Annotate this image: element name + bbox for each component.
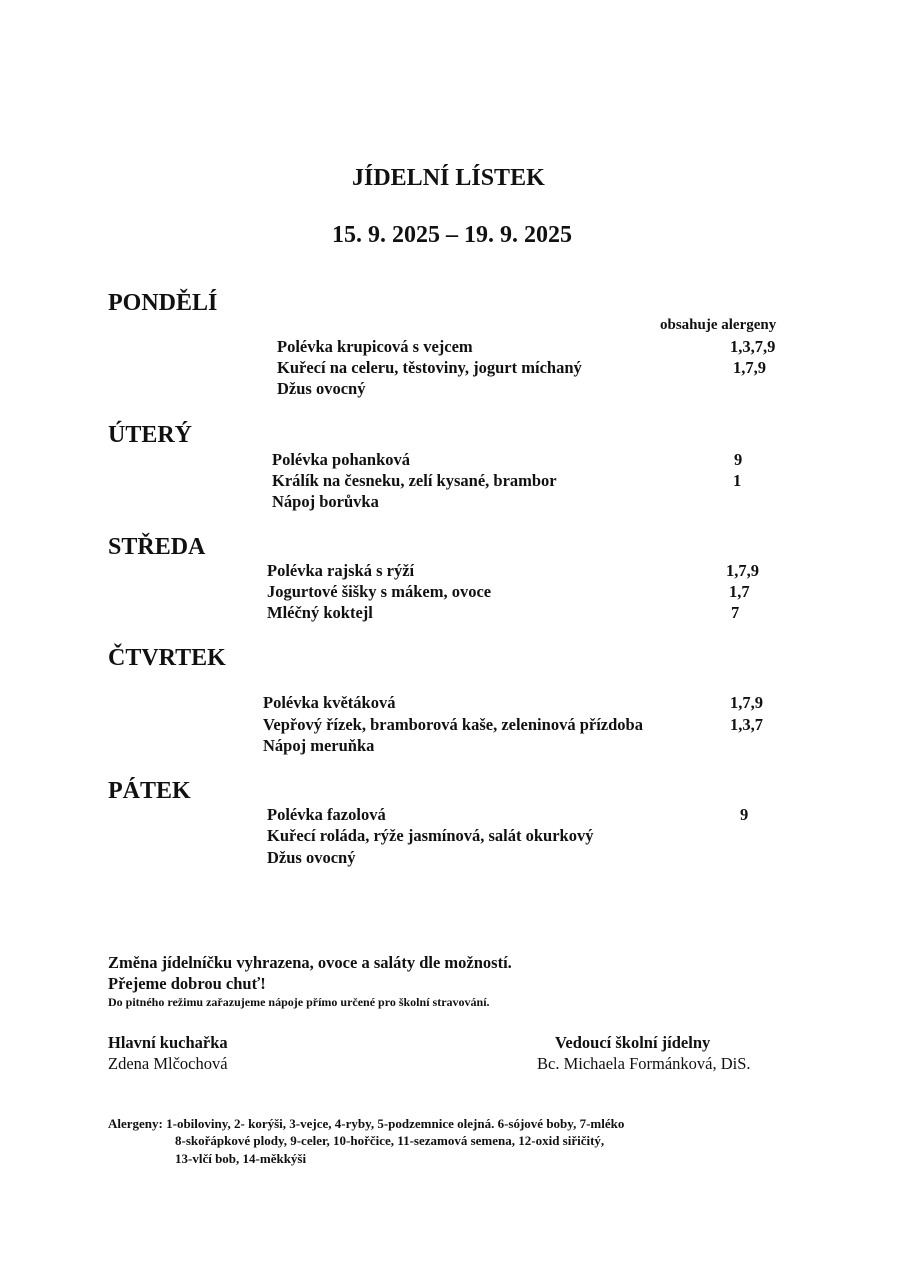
dish-allergens: 1,7,9 xyxy=(726,561,759,580)
allergen-legend-line: 13-vlčí bob, 14-měkkýši xyxy=(175,1151,307,1166)
dish-name: Džus ovocný xyxy=(267,848,356,867)
dish-name: Polévka fazolová xyxy=(267,805,386,824)
allergen-legend-line: 8-skořápkové plody, 9-celer, 10-hořčice, 11-sezamová semena, 12-oxid siřičitý, xyxy=(175,1133,605,1148)
dish-allergens: 1,7,9 xyxy=(733,358,766,377)
dish-name: Džus ovocný xyxy=(277,379,366,398)
canteen-manager-title: Vedoucí školní jídelny xyxy=(555,1033,711,1052)
dish-name: Polévka krupicová s vejcem xyxy=(277,337,473,356)
allergen-column-header: obsahuje alergeny xyxy=(660,317,777,333)
dish-allergens: 1,7 xyxy=(729,582,750,601)
dish-name: Nápoj meruňka xyxy=(263,736,375,755)
dish-name: Králík na česneku, zelí kysané, brambor xyxy=(272,471,557,490)
dish-name: Polévka rajská s rýží xyxy=(267,561,415,580)
dish-allergens: 1,7,9 xyxy=(730,693,763,712)
day-heading-tuesday: ÚTERÝ xyxy=(108,422,193,448)
date-range: 15. 9. 2025 – 19. 9. 2025 xyxy=(332,222,572,248)
day-heading-thursday: ČTVRTEK xyxy=(108,645,226,671)
dish-name: Mléčný koktejl xyxy=(267,603,373,622)
dish-allergens: 1,3,7,9 xyxy=(730,337,776,356)
dish-allergens: 7 xyxy=(731,603,740,622)
head-cook-name: Zdena Mlčochová xyxy=(108,1054,228,1073)
dish-allergens: 1 xyxy=(733,471,742,490)
dish-name: Nápoj borůvka xyxy=(272,492,379,511)
head-cook-title: Hlavní kuchařka xyxy=(108,1033,228,1052)
allergen-legend-line: Alergeny: 1-obiloviny, 2- korýši, 3-vejce, 4-ryby, 5-podzemnice olejná. 6-sójové boby, 7-mléko xyxy=(108,1116,625,1131)
day-heading-monday: PONDĚLÍ xyxy=(108,290,218,316)
menu-change-note: Změna jídelníčku vyhrazena, ovoce a saláty dle možností. xyxy=(108,953,512,972)
day-heading-friday: PÁTEK xyxy=(108,778,191,804)
dish-allergens: 9 xyxy=(740,805,749,824)
dish-name: Kuřecí na celeru, těstoviny, jogurt míchaný xyxy=(277,358,582,377)
day-heading-wednesday: STŘEDA xyxy=(108,534,206,560)
drinking-regime-note: Do pitného režimu zařazujeme nápoje přímo určené pro školní stravování. xyxy=(108,995,490,1009)
greeting-note: Přejeme dobrou chuť! xyxy=(108,974,266,993)
dish-name: Jogurtové šišky s mákem, ovoce xyxy=(267,582,492,601)
dish-name: Polévka pohanková xyxy=(272,450,410,469)
dish-name: Polévka květáková xyxy=(263,693,396,712)
dish-name: Kuřecí roláda, rýže jasmínová, salát okurkový xyxy=(267,826,594,845)
page-title: JÍDELNÍ LÍSTEK xyxy=(352,165,545,191)
dish-allergens: 1,3,7 xyxy=(730,715,763,734)
dish-allergens: 9 xyxy=(734,450,743,469)
dish-name: Vepřový řízek, bramborová kaše, zeleninová přízdoba xyxy=(263,715,643,734)
canteen-manager-name: Bc. Michaela Formánková, DiS. xyxy=(537,1054,751,1073)
